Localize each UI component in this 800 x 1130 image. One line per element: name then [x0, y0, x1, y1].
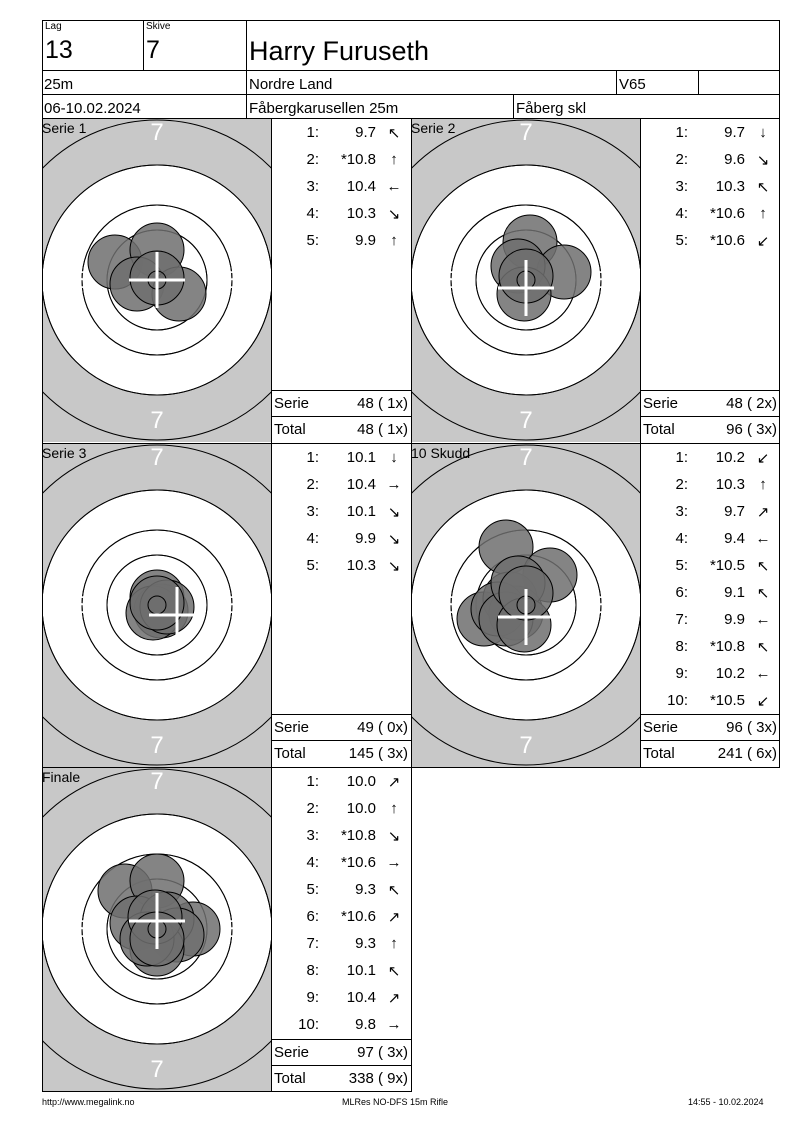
- shot-value: *10.6: [340, 854, 376, 871]
- serie-value: 96 ( 3x): [726, 719, 777, 736]
- club: Nordre Land: [249, 76, 333, 93]
- shot-value: 9.9: [355, 530, 376, 547]
- shot-direction-n-arrow-icon: ↑: [390, 151, 398, 168]
- target-face: [43, 768, 271, 1091]
- shot-value: 9.6: [724, 151, 745, 168]
- total-value: 338 ( 9x): [348, 1070, 408, 1087]
- ring-label: 8: [150, 498, 164, 525]
- shot-number: 5:: [675, 232, 688, 249]
- event-location: Fåberg skl: [516, 100, 587, 117]
- ring-label: 8: [224, 592, 238, 619]
- shot-number: 10:: [667, 692, 688, 709]
- shot-direction-se-arrow-icon: ↘: [756, 152, 770, 169]
- shooter-class: V65: [619, 76, 646, 93]
- distance: 25m: [44, 76, 74, 93]
- shot-direction-w-arrow-icon: ←: [386, 178, 402, 195]
- total-label: Total: [643, 421, 675, 438]
- ring-label: 8: [445, 592, 459, 619]
- shot-value: *10.8: [709, 638, 745, 655]
- shot-number: 2:: [306, 476, 319, 493]
- shot-direction-se-arrow-icon: ↘: [387, 531, 401, 548]
- shot-number: 3:: [306, 178, 319, 195]
- serie-label: Serie: [643, 395, 679, 412]
- shot-value: 10.4: [346, 178, 376, 195]
- shot-value: 9.4: [724, 530, 745, 547]
- shot-direction-n-arrow-icon: ↑: [759, 476, 767, 493]
- shot-direction-se-arrow-icon: ↘: [387, 558, 401, 575]
- shot-direction-nw-arrow-icon: ↖: [756, 558, 770, 575]
- shot-number: 2:: [675, 476, 688, 493]
- shot-direction-ne-arrow-icon: ↗: [387, 990, 401, 1007]
- shot-direction-n-arrow-icon: ↑: [390, 800, 398, 817]
- shot-number: 3:: [675, 178, 688, 195]
- ring-label: 7: [519, 119, 533, 146]
- serie-label: Serie: [274, 1044, 310, 1061]
- shot-direction-s-arrow-icon: ↓: [759, 124, 767, 141]
- shot-number: 9:: [675, 665, 688, 682]
- shooter-name: Harry Furuseth: [249, 36, 430, 66]
- shot-value: 9.1: [724, 584, 745, 601]
- target-4: [412, 444, 640, 767]
- shot-number: 2:: [675, 151, 688, 168]
- shot-value: 10.2: [715, 449, 745, 466]
- shot-number: 4:: [306, 205, 319, 222]
- panel-title: Serie 1: [42, 120, 87, 136]
- ring-label: 7: [150, 444, 164, 471]
- target-2: [412, 119, 640, 442]
- footer-software: MLRes NO-DFS 15m Rifle: [342, 1097, 449, 1107]
- shot-number: 1:: [306, 773, 319, 790]
- shot-value: *10.8: [340, 827, 376, 844]
- shot-value: 10.1: [346, 962, 376, 979]
- ring-label: 8: [519, 498, 533, 525]
- shot-value: *10.6: [340, 908, 376, 925]
- shot-number: 4:: [675, 530, 688, 547]
- shot-number: 6:: [675, 584, 688, 601]
- ring-label: 8: [76, 592, 90, 619]
- shot-value: 10.3: [346, 205, 376, 222]
- footer-url[interactable]: http://www.megalink.no: [42, 1097, 135, 1107]
- ring-label: 8: [76, 267, 90, 294]
- panel-title: Serie 2: [411, 120, 456, 136]
- ring-label: 7: [150, 1056, 164, 1083]
- shot-number: 2:: [306, 800, 319, 817]
- shot-direction-se-arrow-icon: ↘: [387, 504, 401, 521]
- shot-number: 3:: [306, 827, 319, 844]
- shot-value: 10.0: [346, 773, 376, 790]
- ring-label: 7: [519, 407, 533, 434]
- shot-value: 9.3: [355, 935, 376, 952]
- shot-value: *10.5: [709, 557, 745, 574]
- shot-number: 1:: [306, 124, 319, 141]
- shot-number: 5:: [675, 557, 688, 574]
- shot-direction-se-arrow-icon: ↘: [387, 828, 401, 845]
- shot-number: 3:: [675, 503, 688, 520]
- target-face: [43, 119, 271, 442]
- panel-title: 10 Skudd: [411, 445, 471, 461]
- shot-value: *10.8: [340, 151, 376, 168]
- shot-direction-e-arrow-icon: →: [386, 854, 402, 871]
- ring-label: 8: [519, 360, 533, 387]
- total-value: 241 ( 6x): [717, 745, 777, 762]
- shot-direction-nw-arrow-icon: ↖: [756, 639, 770, 656]
- serie-label: Serie: [643, 719, 679, 736]
- shot-number: 10:: [298, 1016, 319, 1033]
- ring-label: 8: [150, 360, 164, 387]
- shot-direction-se-arrow-icon: ↘: [387, 206, 401, 223]
- shot-direction-e-arrow-icon: →: [386, 1016, 402, 1033]
- shot-value: 10.4: [346, 476, 376, 493]
- shot-value: *10.5: [709, 692, 745, 709]
- ring-label: 7: [519, 444, 533, 471]
- shot-number: 4:: [675, 205, 688, 222]
- shot-number: 4:: [306, 530, 319, 547]
- ring-label: 7: [150, 119, 164, 146]
- total-value: 48 ( 1x): [357, 421, 408, 438]
- shot-direction-n-arrow-icon: ↑: [390, 935, 398, 952]
- footer-timestamp: 14:55 - 10.02.2024: [688, 1097, 764, 1107]
- ring-label: 7: [150, 732, 164, 759]
- serie-value: 49 ( 0x): [357, 719, 408, 736]
- ring-label: 8: [150, 685, 164, 712]
- shot-value: *10.6: [709, 205, 745, 222]
- total-label: Total: [274, 421, 306, 438]
- shot-direction-w-arrow-icon: ←: [755, 530, 771, 547]
- shot-direction-nw-arrow-icon: ↖: [387, 963, 401, 980]
- shot-direction-sw-arrow-icon: ↙: [756, 693, 770, 710]
- event-dates: 06-10.02.2024: [44, 100, 141, 117]
- ring-label: 7: [150, 768, 164, 795]
- shot-direction-nw-arrow-icon: ↖: [756, 179, 770, 196]
- shot-value: 10.0: [346, 800, 376, 817]
- shot-number: 4:: [306, 854, 319, 871]
- ring-label: 8: [224, 267, 238, 294]
- shot-value: 9.9: [724, 611, 745, 628]
- shot-value: 9.7: [355, 124, 376, 141]
- target-face: [43, 444, 271, 767]
- shot-value: 10.1: [346, 503, 376, 520]
- shot-number: 1:: [675, 449, 688, 466]
- lag-label: Lag: [45, 21, 62, 32]
- panel-title: Finale: [42, 769, 81, 785]
- ring-label: 8: [224, 916, 238, 943]
- target-1: [43, 119, 271, 442]
- shot-number: 5:: [306, 232, 319, 249]
- ring-label: 8: [445, 267, 459, 294]
- shot-number: 8:: [306, 962, 319, 979]
- shot-direction-n-arrow-icon: ↑: [390, 232, 398, 249]
- total-label: Total: [643, 745, 675, 762]
- serie-value: 48 ( 1x): [357, 395, 408, 412]
- ring-label: 8: [593, 267, 607, 294]
- shot-number: 6:: [306, 908, 319, 925]
- target-3: [43, 444, 271, 767]
- shot-direction-nw-arrow-icon: ↖: [387, 882, 401, 899]
- skive-label: Skive: [146, 21, 171, 32]
- shot-direction-ne-arrow-icon: ↗: [756, 504, 770, 521]
- shot-value: 10.3: [715, 476, 745, 493]
- shot-direction-nw-arrow-icon: ↖: [756, 585, 770, 602]
- shot-direction-ne-arrow-icon: ↗: [387, 909, 401, 926]
- ring-label: 7: [519, 732, 533, 759]
- shot-direction-sw-arrow-icon: ↙: [756, 233, 770, 250]
- target-face: [412, 119, 640, 442]
- panel-title: Serie 3: [42, 445, 87, 461]
- shot-value: 9.3: [355, 881, 376, 898]
- ring-label: 8: [519, 685, 533, 712]
- skive-value: 7: [146, 36, 160, 64]
- shot-direction-ne-arrow-icon: ↗: [387, 774, 401, 791]
- target-5: [43, 768, 271, 1091]
- event-name: Fåbergkarusellen 25m: [249, 100, 399, 117]
- shot-direction-s-arrow-icon: ↓: [390, 449, 398, 466]
- ring-label: 8: [150, 173, 164, 200]
- shot-value: 10.4: [346, 989, 376, 1006]
- serie-label: Serie: [274, 395, 310, 412]
- shot-value: 9.7: [724, 124, 745, 141]
- shot-direction-nw-arrow-icon: ↖: [387, 125, 401, 142]
- shot-number: 8:: [675, 638, 688, 655]
- lag-value: 13: [45, 36, 73, 64]
- ring-label: 8: [593, 592, 607, 619]
- serie-value: 97 ( 3x): [357, 1044, 408, 1061]
- shot-value: 10.3: [346, 557, 376, 574]
- serie-value: 48 ( 2x): [726, 395, 777, 412]
- shot-number: 3:: [306, 503, 319, 520]
- shot-number: 9:: [306, 989, 319, 1006]
- ring-label: 7: [150, 407, 164, 434]
- shot-value: 10.3: [715, 178, 745, 195]
- shot-direction-w-arrow-icon: ←: [755, 611, 771, 628]
- shot-value: *10.6: [709, 232, 745, 249]
- total-value: 96 ( 3x): [726, 421, 777, 438]
- ring-label: 8: [76, 916, 90, 943]
- shot-number: 2:: [306, 151, 319, 168]
- shot-direction-e-arrow-icon: →: [386, 476, 402, 493]
- shot-number: 7:: [306, 935, 319, 952]
- target-face: [412, 444, 640, 767]
- shot-direction-sw-arrow-icon: ↙: [756, 450, 770, 467]
- shot-direction-w-arrow-icon: ←: [755, 665, 771, 682]
- ring-label: 8: [150, 822, 164, 849]
- shot-value: 9.8: [355, 1016, 376, 1033]
- shot-number: 7:: [675, 611, 688, 628]
- shot-value: 9.9: [355, 232, 376, 249]
- shot-value: 9.7: [724, 503, 745, 520]
- shot-number: 1:: [675, 124, 688, 141]
- ring-label: 8: [519, 173, 533, 200]
- total-label: Total: [274, 745, 306, 762]
- shot-value: 10.2: [715, 665, 745, 682]
- shot-number: 1:: [306, 449, 319, 466]
- shot-direction-n-arrow-icon: ↑: [759, 205, 767, 222]
- ring-label: 8: [150, 1009, 164, 1036]
- total-label: Total: [274, 1070, 306, 1087]
- total-value: 145 ( 3x): [348, 745, 408, 762]
- serie-label: Serie: [274, 719, 310, 736]
- shot-number: 5:: [306, 881, 319, 898]
- shot-number: 5:: [306, 557, 319, 574]
- shot-value: 10.1: [346, 449, 376, 466]
